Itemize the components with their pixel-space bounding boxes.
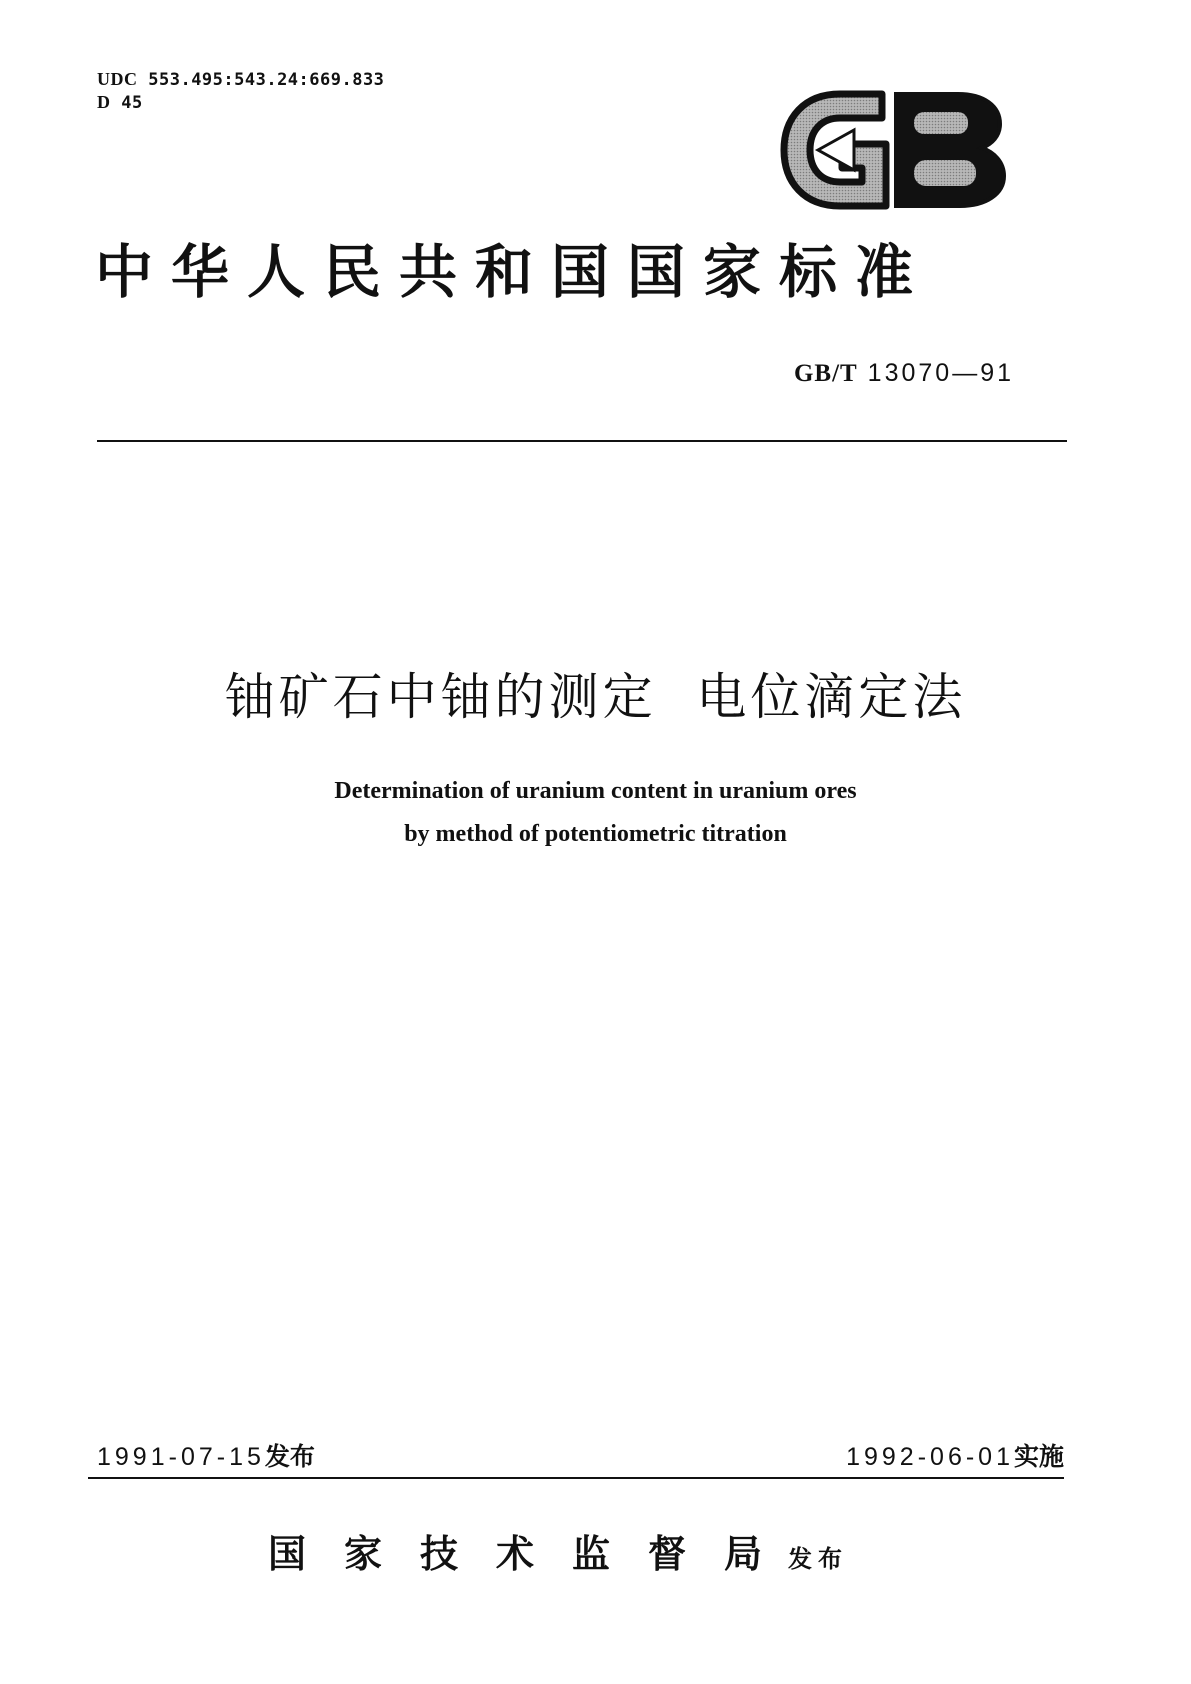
- implementation-date-label: 实施: [1013, 1442, 1064, 1471]
- udc-label: UDC: [97, 69, 138, 89]
- footer-divider: [88, 1477, 1064, 1479]
- issue-date: [97, 1441, 315, 1473]
- standard-number-value: 13070—91: [867, 359, 1014, 387]
- issuing-body-name: 国家技术监督局: [268, 1531, 801, 1576]
- classification-codes: [97, 68, 384, 114]
- issue-date-value: 1991-07-15: [97, 1443, 265, 1471]
- standard-number: [794, 357, 1014, 390]
- title-en-line-2: by method of potentiometric titration: [404, 821, 787, 847]
- gb-logo: [778, 90, 1010, 210]
- class-label: D: [97, 92, 111, 112]
- class-value: 45: [121, 93, 143, 113]
- class-line: [97, 91, 384, 114]
- header-divider: [97, 440, 1067, 442]
- udc-line: [97, 68, 384, 91]
- standard-number-prefix: GB/T: [793, 360, 858, 387]
- national-standard-heading: 中华人民共和国国家标准: [95, 238, 932, 306]
- document-title-cn: 铀矿石中铀的测定 电位滴定法: [224, 668, 967, 726]
- letter-b-mark: [896, 94, 1004, 206]
- issuing-body: [268, 1530, 848, 1583]
- letter-g-mark: [784, 94, 886, 206]
- implementation-date: [846, 1441, 1064, 1473]
- title-en-line-1: Determination of uranium content in uranium ores: [334, 778, 857, 804]
- implementation-date-value: 1992-06-01: [846, 1443, 1014, 1471]
- udc-value: 553.495:543.24:669.833: [148, 70, 385, 90]
- document-title-en: [0, 770, 1191, 856]
- issue-date-label: 发布: [264, 1442, 315, 1471]
- issuing-body-suffix: 发布: [788, 1545, 849, 1573]
